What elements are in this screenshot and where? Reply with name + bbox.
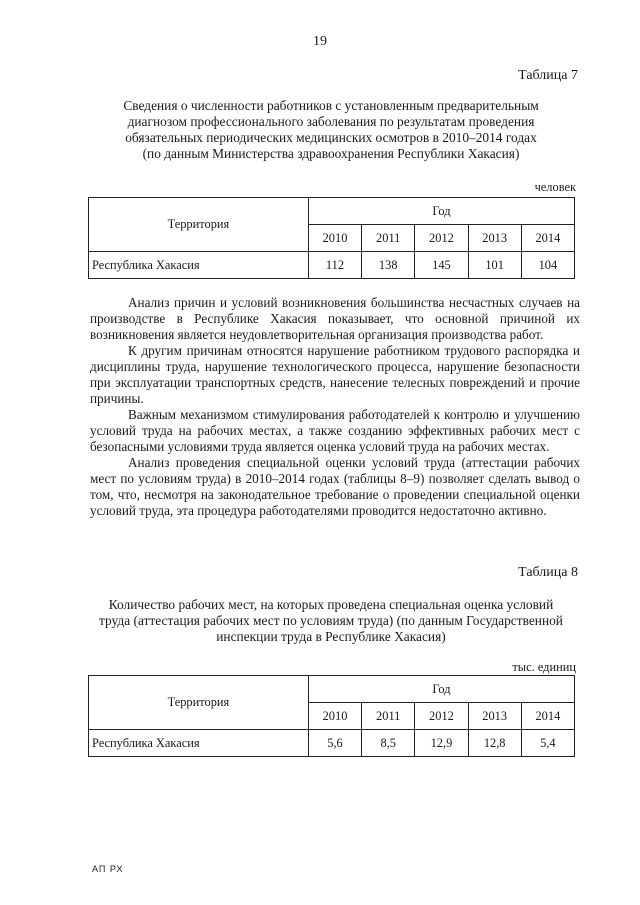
table-row [89, 730, 575, 757]
table-8-label: Таблица 8 [518, 565, 578, 580]
body-text [90, 295, 580, 519]
value-cell: 5,6 [308, 730, 361, 757]
paragraph: К другим причинам относятся нарушение работником трудового распорядка и дисциплины труда, нарушение технологического процесса, нарушение безопасности при эксплуатации транспортных средств, нанесение телесных повреждений и прочие причины. [90, 343, 580, 406]
table-7 [88, 197, 575, 279]
year-cell: 2010 [308, 225, 361, 252]
year-cell: 2012 [415, 225, 468, 252]
title-line: инспекции труда в Республике Хакасия) [216, 629, 446, 644]
header-year: Год [308, 198, 574, 225]
title-line: труда (аттестация рабочих мест по условиям труда) (по данным Государственной [99, 613, 563, 628]
table-8-unit: тыс. единиц [512, 660, 576, 674]
value-cell: 138 [362, 252, 415, 279]
year-cell: 2014 [521, 225, 574, 252]
year-cell: 2010 [308, 703, 361, 730]
value-cell: 112 [308, 252, 361, 279]
header-year: Год [308, 676, 574, 703]
territory-cell: Республика Хакасия [89, 252, 309, 279]
header-row [89, 198, 575, 225]
table-7-unit: человек [534, 180, 576, 194]
footer-mark: АП РХ [92, 864, 124, 874]
territory-cell: Республика Хакасия [89, 730, 309, 757]
table-8 [88, 675, 575, 757]
title-line: (по данным Министерства здравоохранения Республики Хакасия) [142, 146, 520, 161]
title-line: Количество рабочих мест, на которых проведена специальная оценка условий [108, 597, 554, 612]
page-number: 19 [313, 34, 327, 49]
year-cell: 2013 [468, 703, 521, 730]
year-cell: 2013 [468, 225, 521, 252]
header-territory: Территория [89, 198, 309, 252]
title-line: Сведения о численности работников с установленным предварительным [123, 98, 539, 113]
year-cell: 2014 [521, 703, 574, 730]
header-row [89, 676, 575, 703]
value-cell: 101 [468, 252, 521, 279]
table-7-title [80, 98, 582, 162]
header-territory: Территория [89, 676, 309, 730]
value-cell: 8,5 [362, 730, 415, 757]
year-cell: 2011 [362, 703, 415, 730]
paragraph: Важным механизмом стимулирования работодателей к контролю и улучшению условий труда на рабочих местах, а также созданию эффективных рабочих мест с безопасными условиями труда является оценка условий труда на рабочих местах. [90, 407, 580, 454]
paragraph: Анализ проведения специальной оценки условий труда (аттестации рабочих мест по условиям труда) в 2010–2014 годах (таблицы 8–9) позволяет сделать вывод о том, что, несмотря на законодательное требование о проведении специальной оценки условий труда, эта процедура работодателями проводится недостаточно активно. [90, 455, 580, 518]
value-cell: 5,4 [521, 730, 574, 757]
value-cell: 12,8 [468, 730, 521, 757]
table-row [89, 252, 575, 279]
table-7-label: Таблица 7 [518, 68, 578, 83]
value-cell: 145 [415, 252, 468, 279]
title-line: обязательных периодических медицинских осмотров в 2010–2014 годах [125, 130, 537, 145]
value-cell: 104 [521, 252, 574, 279]
year-cell: 2011 [362, 225, 415, 252]
title-line: диагнозом профессионального заболевания по результатам проведения [127, 114, 535, 129]
year-cell: 2012 [415, 703, 468, 730]
paragraph: Анализ причин и условий возникновения большинства несчастных случаев на производстве в Республике Хакасия показывает, что основной причиной их возникновения является неудовлетворительная организация производства работ. [90, 295, 580, 342]
value-cell: 12,9 [415, 730, 468, 757]
table-8-title [80, 597, 582, 645]
